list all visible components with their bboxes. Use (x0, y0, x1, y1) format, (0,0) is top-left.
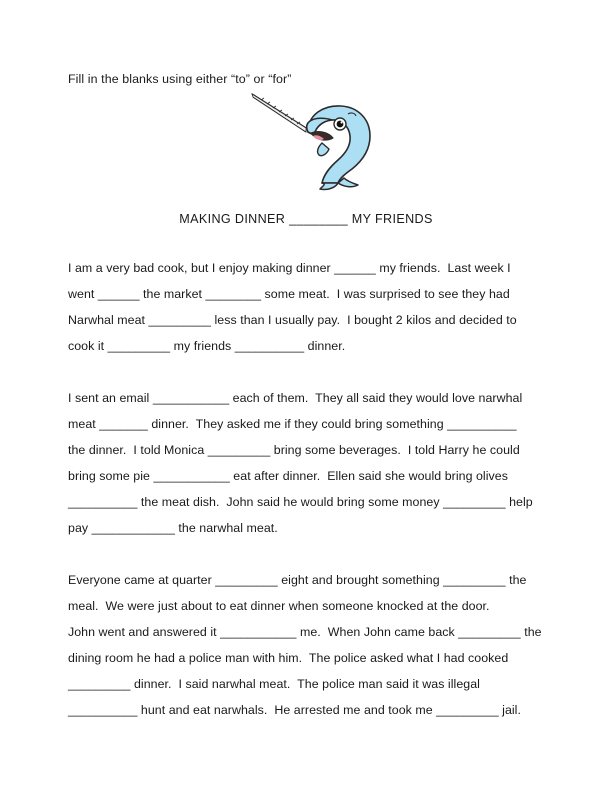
paragraph-2 (68, 385, 546, 541)
worksheet-body (68, 255, 546, 723)
text-line: __________ hunt and eat narwhals. He arrested me and took me _________ jail. (68, 703, 521, 717)
text-line: Narwhal meat _________ less than I usually pay. I bought 2 kilos and decided to (68, 313, 517, 327)
text-line: meal. We were just about to eat dinner when someone knocked at the door. (68, 599, 490, 613)
paragraph-3 (68, 567, 546, 723)
text-line: pay ____________ the narwhal meat. (68, 521, 278, 535)
narwhal-mouth (311, 132, 333, 140)
narwhal-body (307, 106, 370, 183)
text-line: cook it _________ my friends __________ dinner. (68, 339, 346, 353)
instructions-text: Fill in the blanks using either “to” or “for” (68, 72, 292, 86)
narwhal-eye (334, 118, 346, 130)
text-line: __________ the meat dish. John said he would bring some money _________ help (68, 495, 533, 509)
text-line: the dinner. I told Monica _________ bring some beverages. I told Harry he could (68, 443, 520, 457)
text-line: dining room he had a police man with him. The police asked what I had cooked (68, 651, 509, 665)
narwhal-tusk-icon (252, 94, 306, 132)
text-line: meat _______ dinner. They asked me if they could bring something __________ (68, 417, 517, 431)
text-line: I am a very bad cook, but I enjoy making dinner ______ my friends. Last week I (68, 261, 511, 275)
text-line: bring some pie ___________ eat after dinner. Ellen said she would bring olives (68, 469, 508, 483)
narwhal-flipper (318, 143, 329, 156)
text-line: Everyone came at quarter _________ eight and brought something _________ the (68, 573, 527, 587)
text-line: John went and answered it ___________ me. When John came back _________ the (68, 625, 542, 639)
text-line: _________ dinner. I said narwhal meat. The police man said it was illegal (68, 677, 480, 691)
text-line: went ______ the market ________ some meat. I was surprised to see they had (68, 287, 510, 301)
paragraph-1 (68, 255, 546, 359)
narwhal-illustration (248, 88, 394, 193)
text-line: I sent an email ___________ each of them. They all said they would love narwhal (68, 391, 523, 405)
page-title: MAKING DINNER ________ MY FRIENDS (179, 212, 433, 226)
